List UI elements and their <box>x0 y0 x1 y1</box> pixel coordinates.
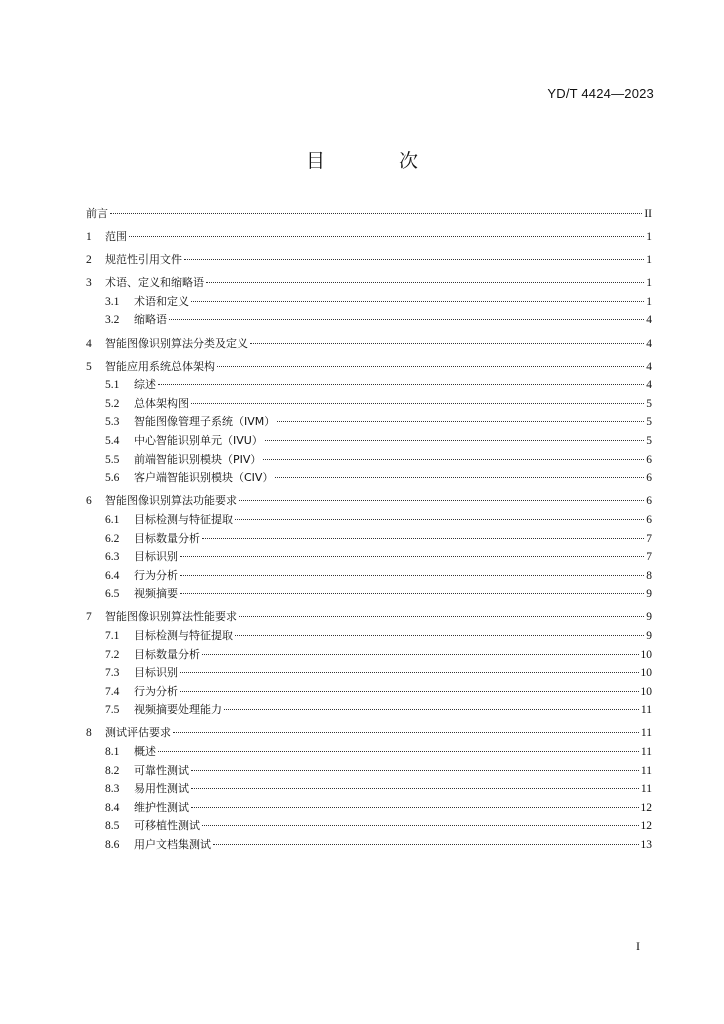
toc-entry-page: 13 <box>640 839 652 851</box>
dot-leader <box>250 343 644 344</box>
toc-entry-page: 1 <box>646 277 652 290</box>
toc-entry-label: 范围 <box>105 230 127 244</box>
dot-leader <box>169 319 644 320</box>
toc-subsection-entry[interactable] <box>86 413 652 432</box>
toc-subsection-entry[interactable] <box>86 567 652 586</box>
toc-subsection-entry[interactable] <box>86 664 652 683</box>
toc-chapter-entry[interactable] <box>86 205 652 224</box>
toc-entry-page: 10 <box>640 667 652 680</box>
toc-subsection-entry[interactable] <box>86 701 652 720</box>
toc-entry-page: 12 <box>640 801 652 814</box>
toc-entry-label: 综述 <box>134 378 156 392</box>
toc-subsection-entry[interactable] <box>86 817 652 836</box>
toc-entry-label: 客户端智能识别模块（CIV） <box>134 471 274 485</box>
toc-entry-page: 11 <box>640 727 652 740</box>
toc-subsection-entry[interactable] <box>86 780 652 799</box>
toc-entry-number: 3.1 <box>105 295 120 308</box>
dot-leader <box>235 635 644 636</box>
dot-leader <box>158 751 639 752</box>
toc-chapter-entry[interactable] <box>86 724 652 743</box>
toc-entry-page: 11 <box>640 746 652 759</box>
toc-entry-page: II <box>644 208 652 220</box>
dot-leader <box>191 301 644 302</box>
toc-entry-label: 中心智能识别单元（IVU） <box>134 434 263 448</box>
toc-entry-label: 智能应用系统总体架构 <box>105 359 215 373</box>
standard-code: YD/T 4424—2023 <box>547 86 654 101</box>
toc-entry-number: 7.1 <box>105 629 120 642</box>
toc-entry-label: 概述 <box>134 745 156 759</box>
dot-leader <box>110 213 642 214</box>
toc-entry-number: 5.1 <box>105 379 120 392</box>
toc-entry-page: 11 <box>640 704 652 717</box>
toc-entry-label: 智能图像识别算法分类及定义 <box>105 336 248 350</box>
toc-entry-label: 术语和定义 <box>134 294 189 308</box>
dot-leader <box>275 477 644 478</box>
toc-entry-page: 1 <box>646 254 652 267</box>
toc-entry-label: 目标识别 <box>134 666 178 680</box>
toc-subsection-entry[interactable] <box>86 836 652 855</box>
toc-entry-label: 规范性引用文件 <box>105 253 182 267</box>
dot-leader <box>202 654 639 655</box>
toc-entry-number: 8 <box>86 727 92 740</box>
toc-subsection-entry[interactable] <box>86 451 652 470</box>
dot-leader <box>184 259 644 260</box>
toc-entry-label: 可靠性测试 <box>134 763 189 777</box>
toc-entry-page: 11 <box>640 764 652 777</box>
dot-leader <box>129 236 644 237</box>
dot-leader <box>265 440 644 441</box>
toc-chapter-entry[interactable] <box>86 608 652 627</box>
dot-leader <box>173 732 639 733</box>
toc-entry-label: 术语、定义和缩略语 <box>105 276 204 290</box>
toc-subsection-entry[interactable] <box>86 511 652 530</box>
dot-leader <box>235 519 644 520</box>
toc-entry-number: 7 <box>86 611 92 624</box>
dot-leader <box>191 770 639 771</box>
toc-entry-label: 视频摘要处理能力 <box>134 703 222 717</box>
toc-entry-label: 视频摘要 <box>134 587 178 601</box>
toc-subsection-entry[interactable] <box>86 762 652 781</box>
toc-entry-number: 6.3 <box>105 551 120 564</box>
dot-leader <box>202 825 639 826</box>
toc-entry-number: 6 <box>86 495 92 508</box>
toc-subsection-entry[interactable] <box>86 530 652 549</box>
toc-entry-number: 5 <box>86 360 92 373</box>
toc-entry-label: 易用性测试 <box>134 782 189 796</box>
dot-leader <box>206 282 644 283</box>
toc-entry-label: 目标识别 <box>134 550 178 564</box>
toc-entry-number: 4 <box>86 337 92 350</box>
toc-subsection-entry[interactable] <box>86 395 652 414</box>
toc-entry-page: 7 <box>646 551 652 564</box>
toc-entry-number: 8.4 <box>105 801 120 814</box>
dot-leader <box>191 807 639 808</box>
toc-subsection-entry[interactable] <box>86 311 652 330</box>
dot-leader <box>180 575 644 576</box>
toc-entry-number: 8.1 <box>105 746 120 759</box>
dot-leader <box>180 593 644 594</box>
toc-entry-label: 总体架构图 <box>134 396 189 410</box>
toc-entry-number: 6.4 <box>105 569 120 582</box>
toc-entry-number: 5.4 <box>105 435 120 448</box>
toc-entry-number: 6.1 <box>105 513 120 526</box>
toc-entry-page: 12 <box>640 820 652 833</box>
dot-leader <box>224 709 639 710</box>
toc-entry-page: 5 <box>646 435 652 448</box>
toc-entry-label: 目标数量分析 <box>134 531 200 545</box>
toc-entry-number: 7.4 <box>105 685 120 698</box>
toc-entry-page: 9 <box>646 588 652 601</box>
toc-subsection-entry[interactable] <box>86 548 652 567</box>
toc-chapter-entry[interactable] <box>86 251 652 270</box>
toc-entry-number: 8.5 <box>105 820 120 833</box>
toc-entry-label: 前言 <box>86 207 108 220</box>
toc-entry-number: 5.5 <box>105 453 120 466</box>
toc-entry-number: 5.6 <box>105 472 120 485</box>
toc-entry-page: 7 <box>646 532 652 545</box>
toc-entry-page: 6 <box>646 472 652 485</box>
toc-entry-label: 测试评估要求 <box>105 726 171 740</box>
toc-entry-number: 6.5 <box>105 588 120 601</box>
dot-leader <box>191 788 639 789</box>
toc-entry-number: 3.2 <box>105 314 120 327</box>
dot-leader <box>277 421 644 422</box>
dot-leader <box>180 691 639 692</box>
toc-entry-number: 7.5 <box>105 704 120 717</box>
toc-entry-label: 目标检测与特征提取 <box>134 512 233 526</box>
toc-entry-label: 缩略语 <box>134 313 167 327</box>
dot-leader <box>263 459 644 460</box>
toc-entry-page: 5 <box>646 397 652 410</box>
toc-entry-page: 11 <box>640 783 652 796</box>
toc-entry-number: 7.3 <box>105 667 120 680</box>
toc-entry-number: 3 <box>86 277 92 290</box>
toc-subsection-entry[interactable] <box>86 432 652 451</box>
toc-entry-page: 5 <box>646 416 652 429</box>
toc-entry-page: 1 <box>646 231 652 244</box>
page-number: I <box>636 939 640 953</box>
dot-leader <box>191 403 644 404</box>
toc-entry-number: 1 <box>86 231 92 244</box>
toc-subsection-entry[interactable] <box>86 585 652 604</box>
toc-chapter-entry[interactable] <box>86 228 652 247</box>
toc-entry-page: 4 <box>646 360 652 373</box>
toc-entry-page: 6 <box>646 495 652 508</box>
toc-entry-page: 4 <box>646 314 652 327</box>
dot-leader <box>239 500 644 501</box>
toc-entry-page: 6 <box>646 513 652 526</box>
toc-entry-label: 智能图像管理子系统（IVM） <box>134 415 276 429</box>
dot-leader <box>180 556 644 557</box>
toc-entry-page: 1 <box>646 295 652 308</box>
toc-entry-label: 目标数量分析 <box>134 647 200 661</box>
toc-entry-page: 6 <box>646 453 652 466</box>
toc-subsection-entry[interactable] <box>86 376 652 395</box>
toc-entry-label: 行为分析 <box>134 568 178 582</box>
toc-entry-page: 8 <box>646 569 652 582</box>
toc-heading: 目 次 <box>305 150 453 172</box>
table-of-contents <box>86 205 652 855</box>
toc-entry-page: 10 <box>640 648 652 661</box>
toc-subsection-entry[interactable] <box>86 683 652 702</box>
toc-entry-number: 6.2 <box>105 532 120 545</box>
toc-entry-label: 用户文档集测试 <box>134 838 211 851</box>
toc-chapter-entry[interactable] <box>86 274 652 293</box>
dot-leader <box>239 616 644 617</box>
dot-leader <box>180 672 639 673</box>
toc-entry-number: 8.3 <box>105 783 120 796</box>
toc-entry-number: 7.2 <box>105 648 120 661</box>
toc-subsection-entry[interactable] <box>86 469 652 488</box>
toc-entry-label: 维护性测试 <box>134 800 189 814</box>
toc-subsection-entry[interactable] <box>86 743 652 762</box>
toc-entry-number: 5.2 <box>105 397 120 410</box>
toc-subsection-entry[interactable] <box>86 627 652 646</box>
toc-entry-label: 目标检测与特征提取 <box>134 628 233 642</box>
toc-entry-number: 8.6 <box>105 839 120 851</box>
toc-chapter-entry[interactable] <box>86 335 652 354</box>
dot-leader <box>202 538 644 539</box>
dot-leader <box>217 366 644 367</box>
toc-entry-page: 9 <box>646 629 652 642</box>
toc-entry-page: 10 <box>640 685 652 698</box>
toc-subsection-entry[interactable] <box>86 799 652 818</box>
toc-entry-label: 智能图像识别算法功能要求 <box>105 494 237 508</box>
toc-entry-label: 智能图像识别算法性能要求 <box>105 610 237 624</box>
toc-entry-number: 8.2 <box>105 764 120 777</box>
toc-entry-number: 2 <box>86 254 92 267</box>
toc-chapter-entry[interactable] <box>86 358 652 377</box>
dot-leader <box>158 384 644 385</box>
toc-entry-label: 前端智能识别模块（PIV） <box>134 452 262 466</box>
dot-leader <box>213 844 639 845</box>
toc-entry-label: 可移植性测试 <box>134 819 200 833</box>
toc-entry-number: 5.3 <box>105 416 120 429</box>
toc-entry-label: 行为分析 <box>134 684 178 698</box>
toc-chapter-entry[interactable] <box>86 492 652 511</box>
toc-entry-page: 9 <box>646 611 652 624</box>
toc-subsection-entry[interactable] <box>86 646 652 665</box>
toc-subsection-entry[interactable] <box>86 293 652 312</box>
toc-entry-page: 4 <box>646 379 652 392</box>
toc-entry-page: 4 <box>646 337 652 350</box>
